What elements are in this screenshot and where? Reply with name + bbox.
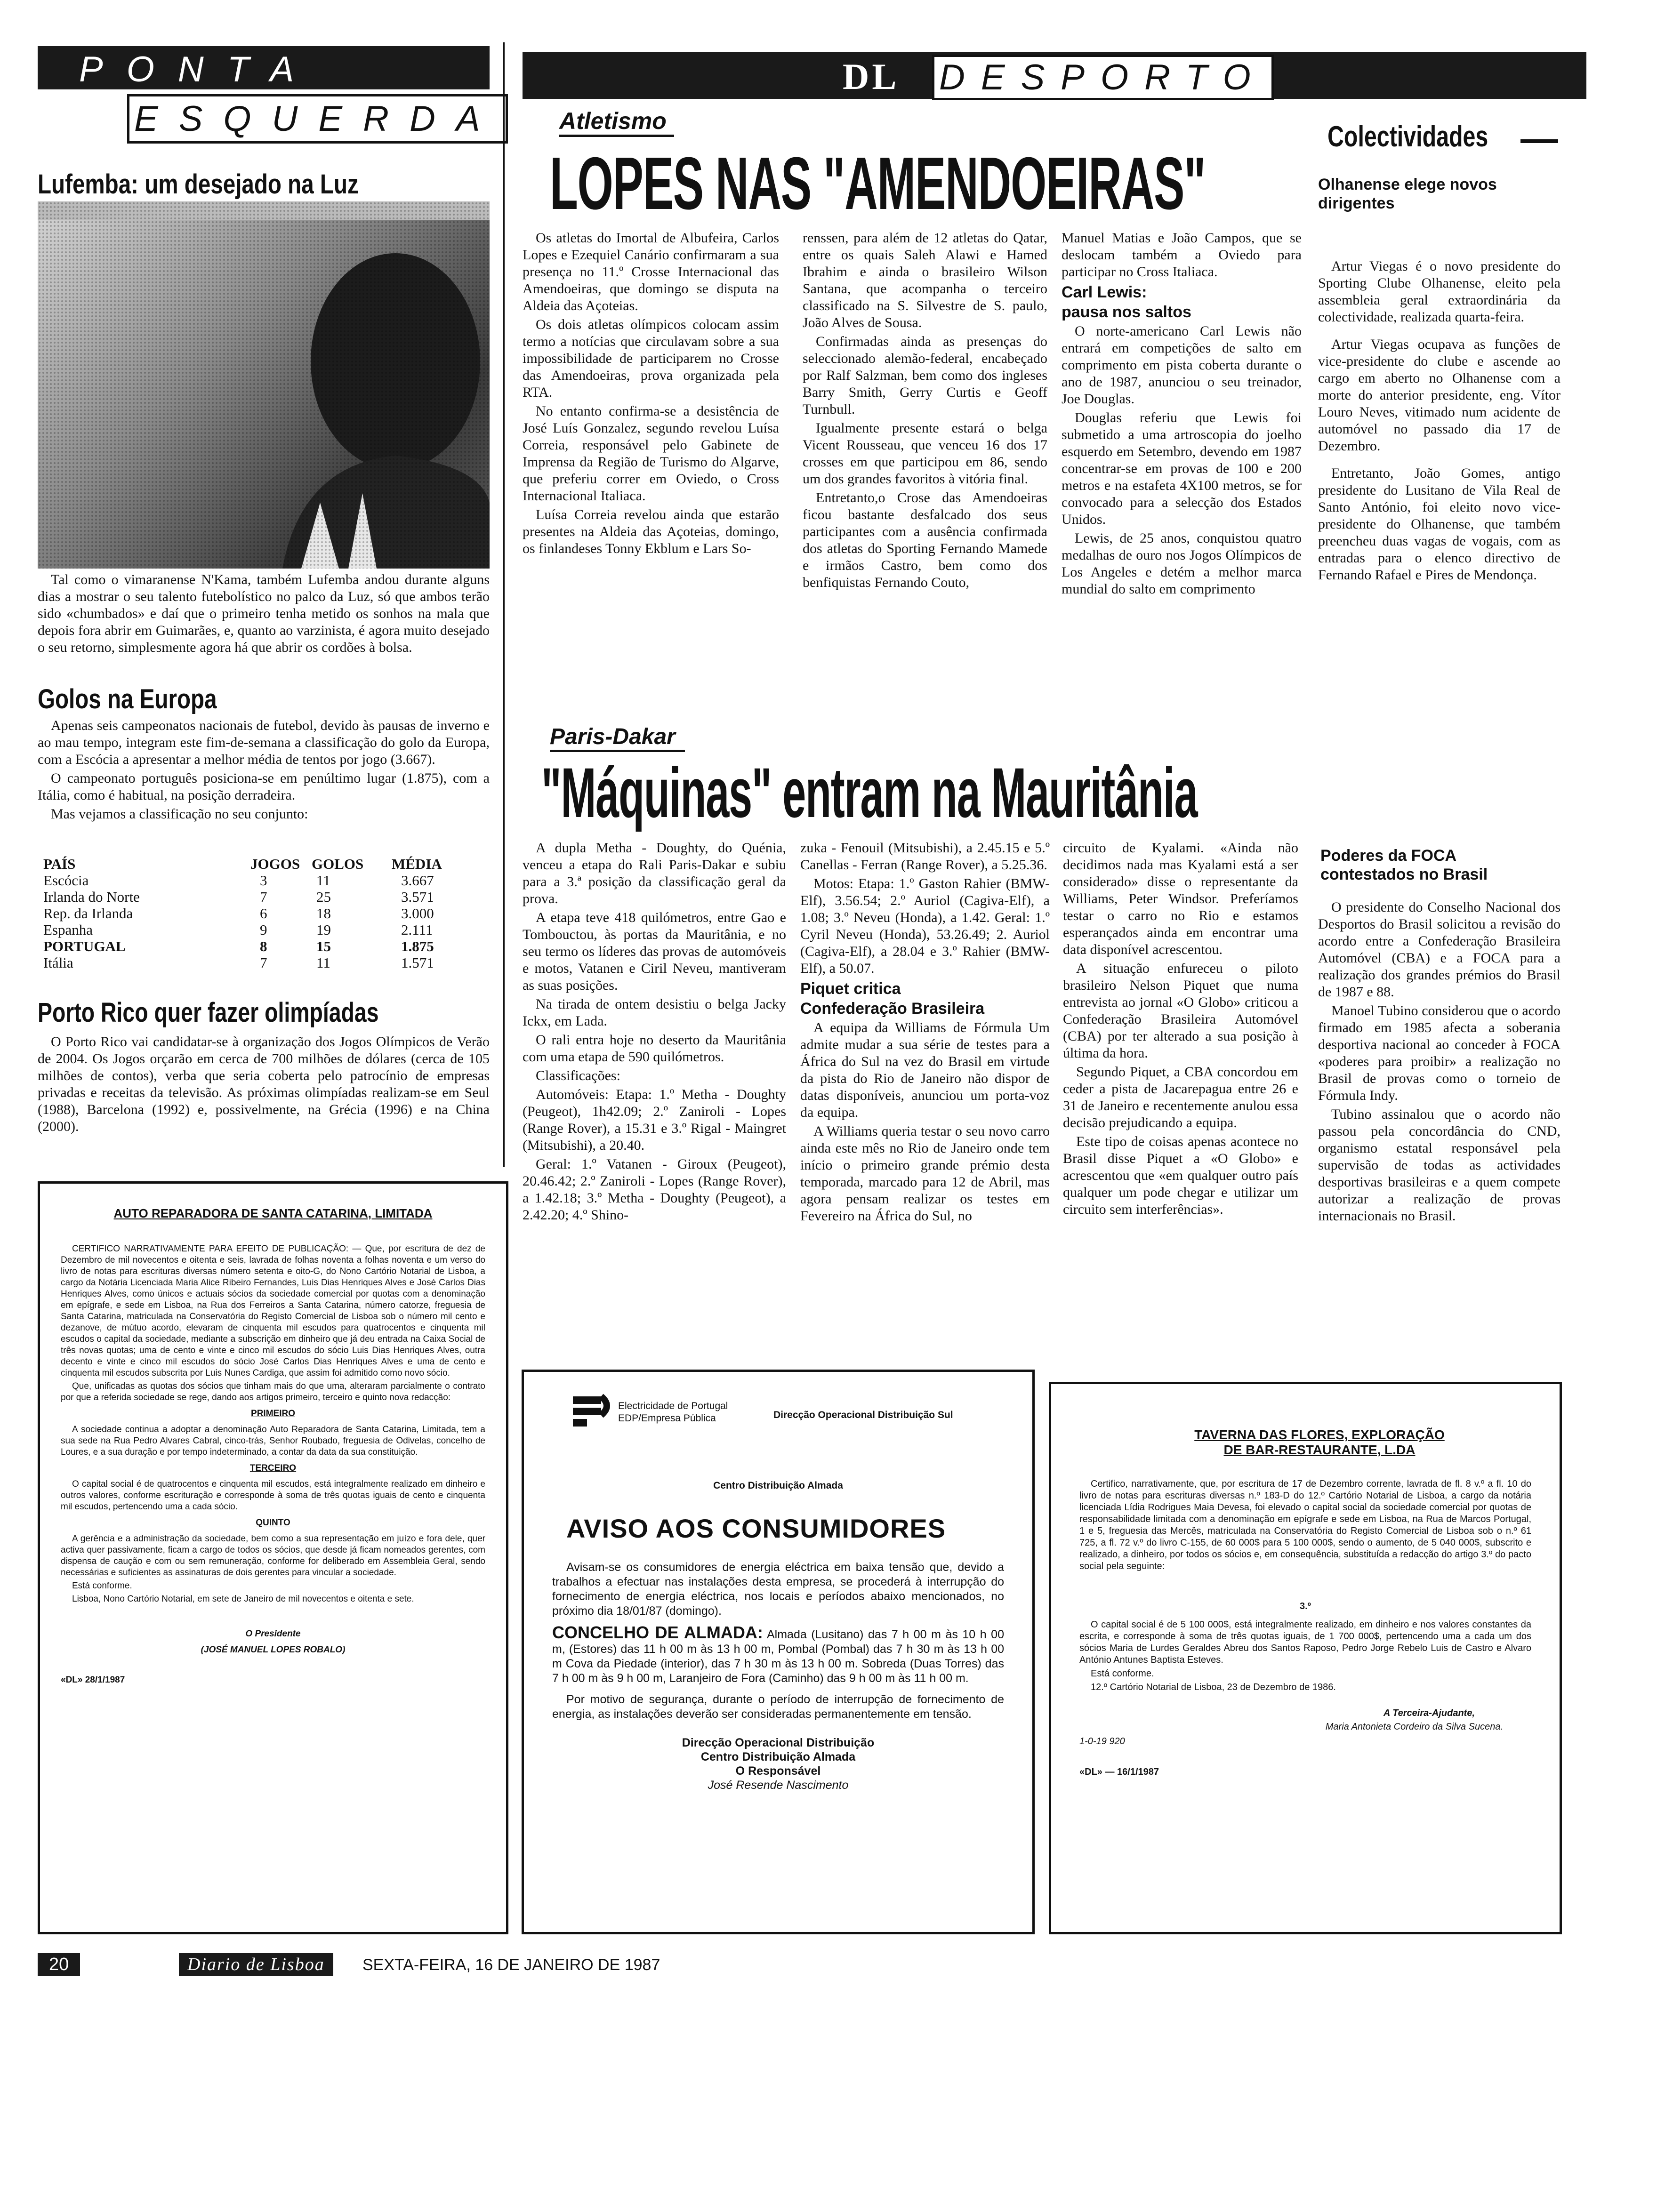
atletismo-kicker: Atletismo <box>559 107 674 137</box>
taverna-title1: TAVERNA DAS FLORES, EXPLORAÇÃO <box>1194 1427 1445 1442</box>
banner-label-top: PONTA <box>79 49 318 89</box>
dakar-c1-p5: Classificações: <box>536 1068 620 1083</box>
taverna-title2: DE BAR-RESTAURANTE, L.DA <box>1223 1443 1416 1457</box>
edp-p3: Por motivo de segurança, durante o período de interrupção de fornecimento de energia, as instalações deverão ser consideradas permanentemente em tensão. <box>552 1693 1004 1721</box>
taverna-code: 1-0-19 920 <box>1079 1736 1125 1747</box>
page-number: 20 <box>38 1953 80 1976</box>
ad-sign2: (JOSÉ MANUEL LOPES ROBALO) <box>201 1645 346 1655</box>
taverna-sig2: Maria Antonieta Cordeiro da Silva Sucena. <box>1325 1722 1503 1732</box>
edp-concelho-label: CONCELHO DE ALMADA: <box>552 1623 763 1642</box>
porto-rico-headline: Porto Rico quer fazer olimpíadas <box>38 997 379 1028</box>
paper-name: Diario de Lisboa <box>179 1953 333 1976</box>
ad-santa-catarina <box>38 1181 508 1934</box>
porto-rico-text: O Porto Rico vai candidatar-se à organização dos Jogos Olímpicos de Verão de 2004. Os Jogos orçarão em cerca de 700 milhões de dólares (cerca de 105 milhões de contos), verba que seria coberta pelo patrocínio de empresas privadas e receitas da televisão. As próximas olimpíadas realizam-se em Seul (1988), Barcelona (1992) e, possivelmente, na Grécia (1996) e na China (2000). <box>38 1034 490 1134</box>
dakar-c3-p2: A situação enfureceu o piloto brasileiro Nelson Piquet que numa entrevista ao jornal «O Globo» criticou a Confederação Brasileira Automóvel (CBA) por ter alterado a sua posição à última da hora. <box>1063 961 1298 1061</box>
ad-intro: CERTIFICO NARRATIVAMENTE PARA EFEITO DE PUBLICAÇÃO: — Que, por escritura de dez de Dezembro de mil novecentos e oitenta e seis, lavrada de folhas noventa a folhas noventa e um verso do livro de notas para escrituras diversas número setenta e oito-G, do Nono Cartório Notarial de Lisboa, a cargo da Notária Licenciada Maria Alice Ribeiro Fernandes, Luis Dias Henriques Alves e José Carlos Dias Henriques Alves, como únicos e actuais sócios da sociedade comercial por quotas com a denominação em epígrafe, e sede em Lisboa, na Rua dos Ferreiros a Santa Catarina, número catorze, freguesia de Santa Catarina, matriculada na Conservatória do Registo Comercial de Lisboa sob o número mil cento e dezanove, de mútuo acordo, elevaram de cinquenta mil escudos para quatrocentos e cinquenta mil escudos o capital da sociedade, mediante a subscrição em dinheiro que já deu entrada na Caixa Social de três novas quotas; uma de cento e vinte e cinco mil escudos do sócio Luis Dias Henriques Alves, outra decento e vinte e cinco mil escudos do sócio José Carlos Dias Henriques Alves e uma de cento e cinquenta mil escudos subscrita por Luis Nunes Cardiga, que assim foi admitido como novo sócio. <box>61 1244 485 1378</box>
edp-sig1: Direcção Operacional Distribuição <box>682 1736 875 1749</box>
foca-p2: Manoel Tubino considerou que o acordo firmado em 1985 afecta a soberania desportiva nacional ao conceder à FOCA «poderes para proibir» a realização no Brasil de provas como o torneio de Fórmula Indy. <box>1318 1003 1560 1103</box>
issue-date: SEXTA-FEIRA, 16 DE JANEIRO DE 1987 <box>362 1956 660 1974</box>
golos-p2: O campeonato português posiciona-se em penúltimo lugar (1.875), com a Itália, como é habitual, na posição derradeira. <box>38 770 490 803</box>
atletismo-c1-p3: No entanto confirma-se a desistência de José Luís Gonzalez, segundo revelou Luísa Correia, responsável pelo Gabinete de Imprensa da Região de Turismo do Algarve, que preferiu correr em Oviedo, o Cross Internacional Italiaca. <box>523 403 779 504</box>
pausa-subhead: pausa nos saltos <box>1062 303 1191 321</box>
ad-ref: «DL» 28/1/1987 <box>61 1675 125 1685</box>
taverna-p1: Certifico, narrativamente, que, por escritura de 17 de Dezembro corrente, lavrada de fl. 8 v.º a fl. 10 do livro de notas para escrituras diversas n.º 183-D do 12.º Cartório Notarial de Lisboa, a cargo da notária licenciada Lídia Rodrigues Maia Devesa, foi elevado o capital social da sociedade comercial por quotas de responsabilidade limitada com a denominação em epígrafe e sede em Lisboa, na Rua de Marcos Portugal, 1 e 5, freguesia das Mercês, matriculada na Conservatória do Registo Comercial de Lisboa sob o n.º 61 725, a fl. 72 v.º do livro C-155, de 60 000$ para 5 100 000$, sendo o aumento, de 5 040 000$, subscrito e realizado, a dinheiro, por todos os sócios e, em consequência, substituída a redacção do artigo 3.º do pacto social pela seguinte: <box>1079 1479 1531 1571</box>
atletismo-c1-p1: Os atletas do Imortal de Albufeira, Carlos Lopes e Ezequiel Canário confirmaram a sua presença no 11.º Crosse Internacional das Amendoeiras, que domingo se disputa na Aldeia das Açoteias. <box>523 230 779 313</box>
piquet-subhead-1: Piquet critica <box>800 980 901 998</box>
table-row: Escócia 3 11 3.667 <box>43 872 434 889</box>
edp-sig4: José Resende Nascimento <box>708 1779 849 1792</box>
dakar-c2-p3: A equipa da Williams de Fórmula Um admite mudar a sua série de testes para a África do Sul na vez do Brasil em virtude da pista do Rio de Janeiro não dispor de datas disponíveis, anunciou um porta-voz da equipa. <box>800 1020 1050 1120</box>
table-row: Irlanda do Norte 7 25 3.571 <box>43 889 434 905</box>
taverna-p3: Está conforme. <box>1091 1668 1154 1679</box>
col-jogos: JOGOS <box>250 856 300 872</box>
dakar-c3-p3: Segundo Piquet, a CBA concordou em ceder a pista de Jacarepagua entre 26 e 31 de Janeiro e recentemente anulou essa decisão prejudicando a equipa. <box>1063 1064 1298 1130</box>
golos-table <box>43 856 481 971</box>
colectividades-p2: Artur Viegas ocupava as funções de vice-presidente do clube e ascende ao cargo em aberto no Olhanense com a morte do anterior presidente, eng. Vítor Louro Neves, vitimado num acidente de automóvel no passado dia 17 de Dezembro. <box>1318 337 1560 454</box>
dakar-c3-p1: circuito de Kyalami. «Ainda não decidimos nada mas Kyalami está a ser considerado» disse o representante da Williams, Peter Windsor. Preferíamos testar o carro no Rio e estamos esperançados ainda em encontrar uma data disponível acrescentou. <box>1063 840 1298 957</box>
lufemba-photo <box>38 201 490 569</box>
colectividades-p1: Artur Viegas é o novo presidente do Sporting Clube Olhanense, eleito pela assembleia geral extraordinária da colectividade, realizada quarta-feira. <box>1318 258 1560 325</box>
edp-title: AVISO AOS CONSUMIDORES <box>566 1514 946 1543</box>
edp-p1: Avisam-se os consumidores de energia eléctrica em baixa tensão que, devido a trabalhos a efectuar nas instalações desta empresa, se procederá à interrupção do fornecimento de energia eléctrica, nos locais e períodos abaixo mencionados, no próximo dia 18/01/87 (domingo). <box>552 1561 1004 1618</box>
dakar-c2-p1: zuka - Fenouil (Mitsubishi), a 2.45.15 e 5.º Canellas - Ferran (Range Rover), a 5.25.36. <box>800 840 1050 873</box>
dakar-c1-p4: O rali entra hoje no deserto da Mauritânia com uma etapa de 590 quilómetros. <box>523 1032 786 1065</box>
table-row: PORTUGAL 8 15 1.875 <box>43 938 434 954</box>
desporto-masthead <box>523 52 1586 99</box>
taverna-p4: 12.º Cartório Notarial de Lisboa, 23 de Dezembro de 1986. <box>1091 1682 1336 1692</box>
banner-label-bottom: ESQUERDA <box>127 94 508 144</box>
atletismo-c2-p4: Entretanto,o Crose das Amendoeiras ficou bastante desfalcado dos seus participantes com a ausência confirmada dos atletas do Sporting Fernando Mamede e irmãos Castro, bem como dos benfiquistas Fernando Couto, <box>803 490 1047 590</box>
ad-p1: A sociedade continua a adoptar a denominação Auto Reparadora de Santa Catarina, Limitada, tem a sua sede na Rua Pedro Alvares Cabral, cinco-trás, Senhor Roubado, freguesia de Odivelas, concelho de Loures, e a sua duração e por tempo indeterminado, a contar da data da sua constituição. <box>61 1425 485 1457</box>
atletismo-c3-p1: O norte-americano Carl Lewis não entrará em competições de salto em comprimento em pista coberta durante o ano de 1987, anunciou o seu treinador, Joe Douglas. <box>1062 323 1302 407</box>
ad-sign1: O Presidente <box>245 1629 301 1639</box>
desporto-label: DESPORTO <box>932 55 1274 100</box>
edp-logo-line1: Electricidade de Portugal <box>618 1401 728 1411</box>
edp-sig3: O Responsável <box>735 1764 821 1778</box>
atletismo-c2-p1: renssen, para além de 12 atletas do Qatar, entre os quais Saleh Alawi e Hamed Ibrahim e ainda o brasileiro Wilson Santana, que acompanha o terceiro classificado na S. Silvestre de S. paulo, João Alves de Sousa. <box>803 230 1047 330</box>
taverna-ref: «DL» — 16/1/1987 <box>1079 1767 1159 1777</box>
atletismo-c2-p2: Confirmadas ainda as presenças do seleccionado alemão-federal, encabeçado por Ralf Salzman, bem como dos ingleses Barry Smith, Gerry Curtis e Geoff Turnbull. <box>803 334 1047 417</box>
lufemba-text: Tal como o vimaranense N'Kama, também Lufemba andou durante alguns dias a mostrar o seu talento futebolístico no palco da Luz, só que ambos terão sido «chumbados» e daí que o primeiro tenha metido os sonhos na mala que depois fora abrir em Guimarães, e, quanto ao varzinista, é agora muito desejado o seu retorno, simplesmente agora há que abrir os cordões à bolsa. <box>38 572 490 655</box>
atletismo-headline: LOPES NAS "AMENDOEIRAS" <box>550 142 1206 225</box>
golos-p3: Mas vejamos a classificação no seu conjunto: <box>51 806 308 822</box>
edp-direction: Direcção Operacional Distribuição Sul <box>773 1410 953 1420</box>
ad-h1: PRIMEIRO <box>251 1409 295 1419</box>
edp-logo-icon <box>570 1392 612 1434</box>
paris-dakar-kicker: Paris-Dakar <box>550 724 685 752</box>
taverna-art: 3.º <box>1300 1601 1311 1611</box>
edp-centre: Centro Distribuição Almada <box>713 1480 843 1491</box>
ad-p2: O capital social é de quatrocentos e cinquenta mil escudos, está integralmente realizado em dinheiro e outros valores, conforme escrituração e corresponde à soma de três quotas iguais de cento e cinquenta mil escudos, pertencendo uma a cada sócio. <box>61 1479 485 1512</box>
foca-headline: Poderes da FOCA contestados no Brasil <box>1320 847 1488 883</box>
edp-logo-line2: EDP/Empresa Pública <box>618 1413 716 1424</box>
dakar-c2-p2: Motos: Etapa: 1.º Gaston Rahier (BMW-Elf), 3.56.54; 2.º Auriol (Cagiva-Elf), a 1.08; 3.º Neveu (Honda), a 1.42. Geral: 1.º Cyril Neveu (Honda), 53.26.49; 2. Auriol (Cagiva-Elf), a 28.04 e 3.º Rahier (BMW-Elf), a 50.07. <box>800 876 1050 976</box>
dakar-c1-p1: A dupla Metha - Doughty, do Quénia, venceu a etapa do Rali Paris-Dakar e subiu para a 3.ª posição da classificação geral da prova. <box>523 840 786 906</box>
dakar-c2-p4: A Williams queria testar o seu novo carro ainda este mês no Rio de Janeiro onde tem início o primeiro grande prémio desta temporada, marcado para 12 de Abril, mas agora pensam realizar os testes em Fevereiro na África do Sul, no <box>800 1123 1050 1224</box>
column-divider <box>503 42 505 1167</box>
colectividades-p3: Entretanto, João Gomes, antigo presidente do Lusitano de Vila Real de Santo António, foi eleito novo vice-presidente do Olhanense, que também preencheu duas vagas de vogais, com as entradas para o elenco directivo de Fernando Rafael e Pires de Mendonça. <box>1318 465 1560 583</box>
dl-logo: DL <box>843 56 900 97</box>
atletismo-c3-intro: Manuel Matias e João Campos, que se deslocam também a Oviedo para participar no Cross Italiaca. <box>1062 230 1302 280</box>
colectividades-label: Colectividades <box>1327 120 1488 153</box>
edp-concelho-text: Almada (Lusitano) das 7 h 00 m às 10 h 00 m, (Estores) das 11 h 00 m às 13 h 00 m, Pombal (Pombal) das 7 h 30 m às 13 h 00 m Cova da Piedade (interior), das 7 h 30 m às 13 h 00 m. Sobreda (Duas Torres) das 7 h 00 m às 9 h 00 m, Laranjeiro de Fora (Caminho) das 9 h 00 m às 11 h 00 m. <box>552 1628 1004 1685</box>
dakar-c1-p6: Automóveis: Etapa: 1.º Metha - Doughty (Peugeot), 1h42.09; 2.º Zaniroli - Lopes (Range Rover), a 15.31 e 3.º Rigal - Maingret (Mitsubishi), a 20.40. <box>523 1087 786 1153</box>
dakar-c1-p7: Geral: 1.º Vatanen - Giroux (Peugeot), 20.46.42; 2.º Zaniroli - Lopes (Range Rover), a 1.42.18; 3.º Metha - Doughty (Peugeot), a 2.42.20; 4.º Shino- <box>523 1156 786 1223</box>
dakar-c1-p3: Na tirada de ontem desistiu o belga Jacky Ickx, em Lada. <box>523 996 786 1029</box>
ad-h3: QUINTO <box>256 1518 290 1528</box>
atletismo-c1-p2: Os dois atletas olímpicos colocam assim termo a notícias que circulavam sobre a sua impossibilidade de participarem no Crosse das Amendoeiras, prova organizada pela RTA. <box>523 317 779 400</box>
ad-taverna <box>1049 1382 1562 1934</box>
carl-lewis-subhead: Carl Lewis: <box>1062 283 1147 301</box>
col-media: MÉDIA <box>392 856 442 872</box>
atletismo-c3-p2: Douglas referiu que Lewis foi submetido a uma artroscopia do joelho esquerdo em Setembro, devendo em 1987 concentrar-se em provas de 100 e 200 metros e na estafeta 4X100 metros, se for convocado para a selecção dos Estados Unidos. <box>1062 410 1302 527</box>
taverna-sig1: A Terceira-Ajudante, <box>1383 1708 1475 1718</box>
ad-edp <box>522 1370 1035 1934</box>
atletismo-c3-p3: Lewis, de 25 anos, conquistou quatro medalhas de ouro nos Jogos Olímpicos de Los Angeles e detém a melhor marca mundial do salto em comprimento <box>1062 530 1302 597</box>
page-footer <box>38 1953 697 1977</box>
ad-p5: Lisboa, Nono Cartório Notarial, em sete de Janeiro de mil novecentos e oitenta e sete. <box>72 1594 414 1604</box>
ad-p3: A gerência e a administração da sociedade, bem como a sua representação em juízo e fora dele, quer activa quer passivamente, ficam a cargo de todos os sócios, que desde já ficam nomeados gerentes, com dispensa de caução e com ou sem remuneração, conforme for deliberado em Assembleia Geral, sendo necessárias e suficientes as assinaturas de dois gerentes para vincular a sociedade. <box>61 1534 485 1578</box>
col-golos: GOLOS <box>312 856 364 872</box>
colectividades-dash <box>1520 139 1558 143</box>
ad-title: AUTO REPARADORA DE SANTA CATARINA, LIMITADA <box>113 1206 433 1220</box>
dakar-c3-p4: Este tipo de coisas apenas acontece no Brasil disse Piquet a «O Globo» e acrescentou que «em qualquer outro país qualquer um pode chegar e utilizar um circuito sem interferências». <box>1063 1134 1298 1217</box>
foca-p3: Tubino assinalou que o acordo não passou pela concordância do CND, organismo estatal responsável pela supervisão de todas as actividades desportivas brasileiras e a quem compete autorizar a realização de provas internacionais no Brasil. <box>1318 1106 1560 1224</box>
ponta-esquerda-banner <box>38 42 501 165</box>
table-row: Itália 7 11 1.571 <box>43 954 434 971</box>
taverna-p2: O capital social é de 5 100 000$, está integralmente realizado, em dinheiro e nos valores constantes da escrita, e corresponde à soma de três quotas iguais, de 1 700 000$, pertencendo uma a cada um dos sócios Maria de Lurdes Geraldes Abreu dos Santos Raposo, Pedro Jorge Rebelo Luis de Castro e Alvaro António Antunes Baptista Esteves. <box>1079 1619 1531 1665</box>
lufemba-portrait-icon <box>38 201 490 569</box>
table-row: Espanha 9 19 2.111 <box>43 922 433 938</box>
col-pais: PAÍS <box>43 856 76 872</box>
colectividades-subhead: Olhanense elege novos dirigentes <box>1318 176 1497 212</box>
foca-p1: O presidente do Conselho Nacional dos Desportos do Brasil solicitou a revisão do acordo entre a Confederação Brasileira Automóvel (CBA) e a FOCA para a realização dos grandes prémios do Brasil de 1987 e 88. <box>1318 899 1560 1000</box>
table-row: Rep. da Irlanda 6 18 3.000 <box>43 905 434 922</box>
atletismo-c1-p4: Luísa Correia revelou ainda que estarão presentes na Aldeia das Açoteias, domingo, os finlandeses Tonny Ekblum e Lars So- <box>523 507 779 556</box>
ad-h2: TERCEIRO <box>249 1463 297 1473</box>
paris-dakar-headline: "Máquinas" entram na Mauritânia <box>541 753 1198 832</box>
atletismo-c2-p3: Igualmente presente estará o belga Vicent Rousseau, que venceu 16 dos 17 crosses em que participou em 86, sendo um dos grandes favoritos à vitória final. <box>803 420 1047 487</box>
edp-concelho <box>552 1625 1004 1686</box>
golos-p1: Apenas seis campeonatos nacionais de futebol, devido às pausas de inverno e ao mau tempo, integram este fim-de-semana a classificação do golo da Europa, com a Escócia a apresentar a melhor média de tentos por jogo (3.667). <box>38 718 490 767</box>
dakar-c1-p2: A etapa teve 418 quilómetros, entre Gao e Tombouctou, às portas da Mauritânia, e no seu termo os líderes das provas de automóveis e motos, Vatanen e Ciril Neveu, mantiveram as suas posições. <box>523 910 786 993</box>
piquet-subhead-2: Confederação Brasileira <box>800 1000 985 1018</box>
edp-sig2: Centro Distribuição Almada <box>700 1750 856 1763</box>
lufemba-headline: Lufemba: um desejado na Luz <box>38 169 359 200</box>
ad-intro2: Que, unificadas as quotas dos sócios que tinham mais do que uma, alteraram parcialmente o contrato por que a referida sociedade se rege, dando aos artigos primeiro, terceiro e quinto nova redacção: <box>61 1381 485 1403</box>
ad-p4: Está conforme. <box>72 1581 132 1591</box>
golos-headline: Golos na Europa <box>38 684 217 714</box>
golos-table-header <box>43 856 481 872</box>
